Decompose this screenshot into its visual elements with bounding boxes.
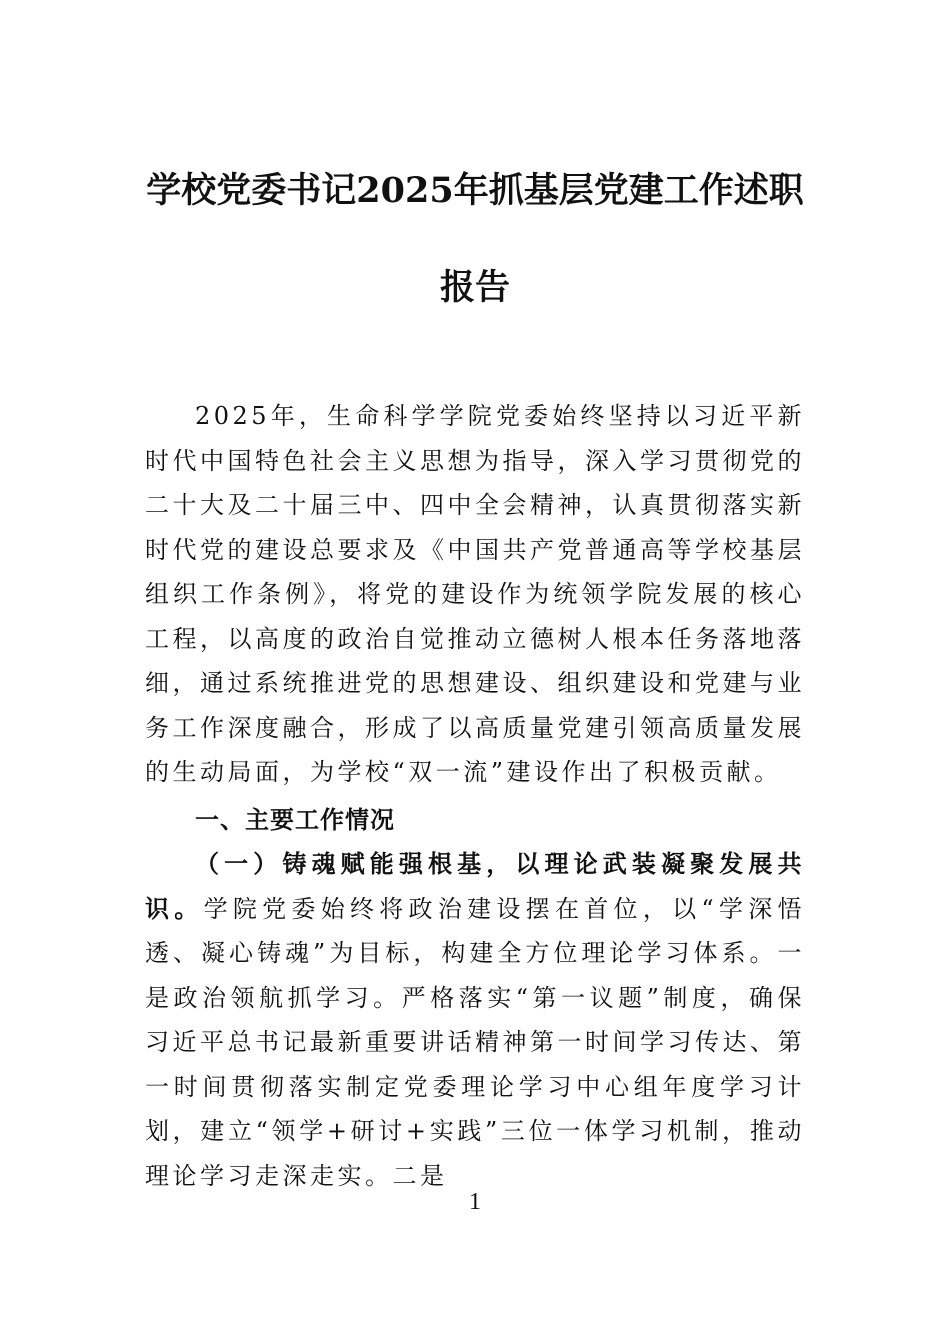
document-title-line1: 学校党委书记2025年抓基层党建工作述职 xyxy=(146,170,804,211)
document-title-line2: 报告 xyxy=(439,267,510,308)
section-heading: 一、主要工作情况 xyxy=(195,806,395,834)
intro-paragraph: 2025年，生命科学学院党委始终坚持以习近平新时代中国特色社会主义思想为指导，深入学习贯彻党的二十大及二十届三中、四中全会精神，认真贯彻落实新时代党的建设总要求及《中国共产党普通高等学校基层组织工作条例》，将党的建设作为统领学院发展的核心工程，以高度的政治自觉推动立德树人根本任务落地落细，通过系统推进党的思想建设、组织建设和党建与业务工作深度融合，形成了以高质量党建引领高质量发展的生动局面，为学校“双一流”建设作出了积极贡献。 xyxy=(145,402,805,786)
page-number: 1 xyxy=(469,1189,481,1215)
subsection-body: 学院党委始终将政治建设摆在首位，以“学深悟透、凝心铸魂”为目标，构建全方位理论学习体系。一是政治领航抓学习。严格落实“第一议题”制度，确保习近平总书记最新重要讲话精神第一时间学习传达、第一时间贯彻落实制定党委理论学习中心组年度学习计划，建立“领学+研讨+实践”三位一体学习机制，推动理论学习走深走实。二是 xyxy=(145,894,805,1190)
subsection-heading: （一）铸魂赋能强根基，以理论武装凝聚发展共识。 xyxy=(145,849,805,923)
subsection-paragraph xyxy=(145,842,805,1198)
